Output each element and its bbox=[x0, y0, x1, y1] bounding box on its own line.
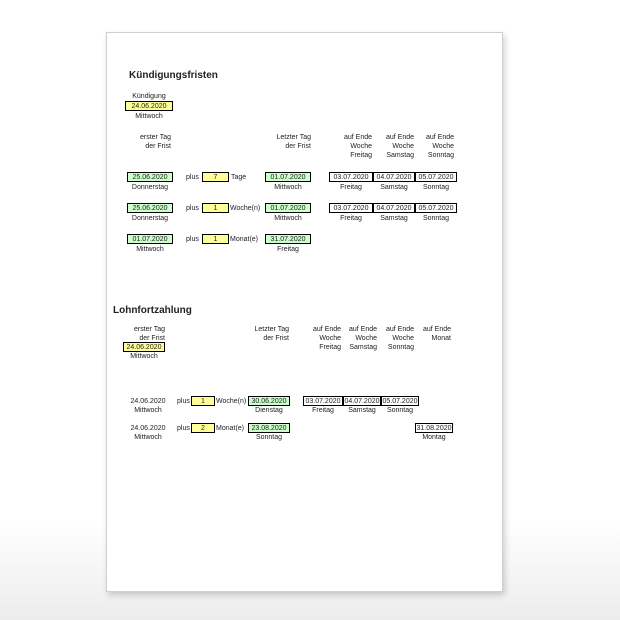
lohn-first-date-input[interactable]: 24.06.2020 bbox=[123, 342, 165, 352]
l-row1-start-day: Mittwoch bbox=[134, 407, 162, 414]
k-row2-amount-input[interactable]: 1 bbox=[202, 203, 229, 213]
k-row2-plus: plus bbox=[186, 205, 199, 212]
k-row3-start-day: Mittwoch bbox=[136, 246, 164, 253]
header-ende-sonntag: auf Ende Woche Sonntag bbox=[425, 134, 454, 159]
k-row2-fri-day: Freitag bbox=[340, 215, 362, 222]
lohn-header-letzter-tag: Letzter Tag der Frist bbox=[254, 326, 289, 342]
l-row2-start-date: 24.06.2020 bbox=[130, 425, 166, 432]
k-row3-plus: plus bbox=[186, 236, 199, 243]
k-row1-start-date[interactable]: 25.06.2020 bbox=[127, 172, 173, 182]
lohn-header-ende-monat: auf Ende Monat bbox=[422, 326, 451, 342]
l-row2-plus: plus bbox=[177, 425, 190, 432]
k-row1-sat-day: Samstag bbox=[380, 184, 408, 191]
lohn-header-ende-sonntag: auf Ende Woche Sonntag bbox=[385, 326, 414, 351]
k-row3-end-date[interactable]: 31.07.2020 bbox=[265, 234, 311, 244]
l-row1-end-day: Dienstag bbox=[255, 407, 283, 414]
k-row1-start-day: Donnerstag bbox=[131, 184, 169, 191]
l-row1-sat-day: Samstag bbox=[348, 407, 376, 414]
l-row1-sun-date[interactable]: 05.07.2020 bbox=[382, 398, 418, 405]
kuendigung-label: Kündigung bbox=[132, 93, 166, 100]
k-row2-unit: Woche(n) bbox=[230, 205, 261, 212]
l-row2-end-day: Sonntag bbox=[255, 434, 283, 441]
l-row1-fri-date[interactable]: 03.07.2020 bbox=[303, 396, 343, 406]
l-row2-month-day: Montag bbox=[422, 434, 446, 441]
k-row3-start-date[interactable]: 01.07.2020 bbox=[127, 234, 173, 244]
k-row2-start-date[interactable]: 25.06.2020 bbox=[127, 203, 173, 213]
k-row2-start-day: Donnerstag bbox=[131, 215, 169, 222]
l-row2-unit: Monat(e) bbox=[216, 425, 245, 432]
k-row2-end-date[interactable]: 01.07.2020 bbox=[265, 203, 311, 213]
k-row1-plus: plus bbox=[186, 174, 199, 181]
header-ende-freitag: auf Ende Woche Freitag bbox=[343, 134, 372, 159]
header-letzter-tag: Letzter Tag der Frist bbox=[276, 134, 311, 150]
l-row1-sat-date[interactable]: 04.07.2020 bbox=[344, 398, 380, 405]
k-row1-fri-day: Freitag bbox=[340, 184, 362, 191]
k-row3-unit: Monat(e) bbox=[230, 236, 259, 243]
k-row1-sun-date[interactable]: 05.07.2020 bbox=[415, 172, 457, 182]
l-row2-month-date[interactable]: 31.08.2020 bbox=[416, 425, 452, 432]
lohn-first-weekday: Mittwoch bbox=[130, 353, 158, 360]
l-row2-start-day: Mittwoch bbox=[134, 434, 162, 441]
l-row1-unit: Woche(n) bbox=[216, 398, 247, 405]
k-row3-amount-input[interactable]: 1 bbox=[202, 234, 229, 244]
k-row1-end-date[interactable]: 01.07.2020 bbox=[265, 172, 311, 182]
l-row1-plus: plus bbox=[177, 398, 190, 405]
l-row2-amount-input[interactable]: 2 bbox=[191, 423, 215, 433]
l-row1-end-date[interactable]: 30.06.2020 bbox=[248, 396, 290, 406]
kuendigung-date-input[interactable]: 24.06.2020 bbox=[125, 101, 173, 111]
k-row2-end-day: Mittwoch bbox=[274, 215, 302, 222]
header-erster-tag: erster Tag der Frist bbox=[140, 134, 171, 150]
l-row1-amount-input[interactable]: 1 bbox=[191, 396, 215, 406]
l-row1-sun-day: Sonntag bbox=[386, 407, 414, 414]
lohn-header-ende-samstag: auf Ende Woche Samstag bbox=[348, 326, 377, 351]
section-title-lohnfortzahlung: Lohnfortzahlung bbox=[113, 305, 192, 316]
l-row1-fri-day: Freitag bbox=[312, 407, 334, 414]
k-row2-fri-date[interactable]: 03.07.2020 bbox=[329, 203, 373, 213]
kuendigung-weekday: Mittwoch bbox=[135, 113, 163, 120]
lohn-header-ende-freitag: auf Ende Woche Freitag bbox=[312, 326, 341, 351]
k-row2-sat-date[interactable]: 04.07.2020 bbox=[373, 203, 415, 213]
k-row2-sun-date[interactable]: 05.07.2020 bbox=[415, 203, 457, 213]
k-row1-end-day: Mittwoch bbox=[274, 184, 302, 191]
k-row1-unit: Tage bbox=[231, 174, 247, 181]
section-title-kuendigungsfristen: Kündigungsfristen bbox=[129, 70, 218, 81]
k-row1-sun-day: Sonntag bbox=[422, 184, 450, 191]
k-row2-sat-day: Samstag bbox=[380, 215, 408, 222]
k-row1-fri-date[interactable]: 03.07.2020 bbox=[329, 172, 373, 182]
k-row1-amount-input[interactable]: 7 bbox=[202, 172, 229, 182]
document-page bbox=[106, 32, 503, 592]
k-row1-sat-date[interactable]: 04.07.2020 bbox=[373, 172, 415, 182]
k-row2-sun-day: Sonntag bbox=[422, 215, 450, 222]
k-row3-end-day: Freitag bbox=[277, 246, 299, 253]
l-row1-start-date: 24.06.2020 bbox=[130, 398, 166, 405]
l-row2-end-date[interactable]: 23.08.2020 bbox=[248, 423, 290, 433]
header-ende-samstag: auf Ende Woche Samstag bbox=[385, 134, 414, 159]
lohn-header-erster-tag: erster Tag der Frist bbox=[134, 326, 165, 342]
